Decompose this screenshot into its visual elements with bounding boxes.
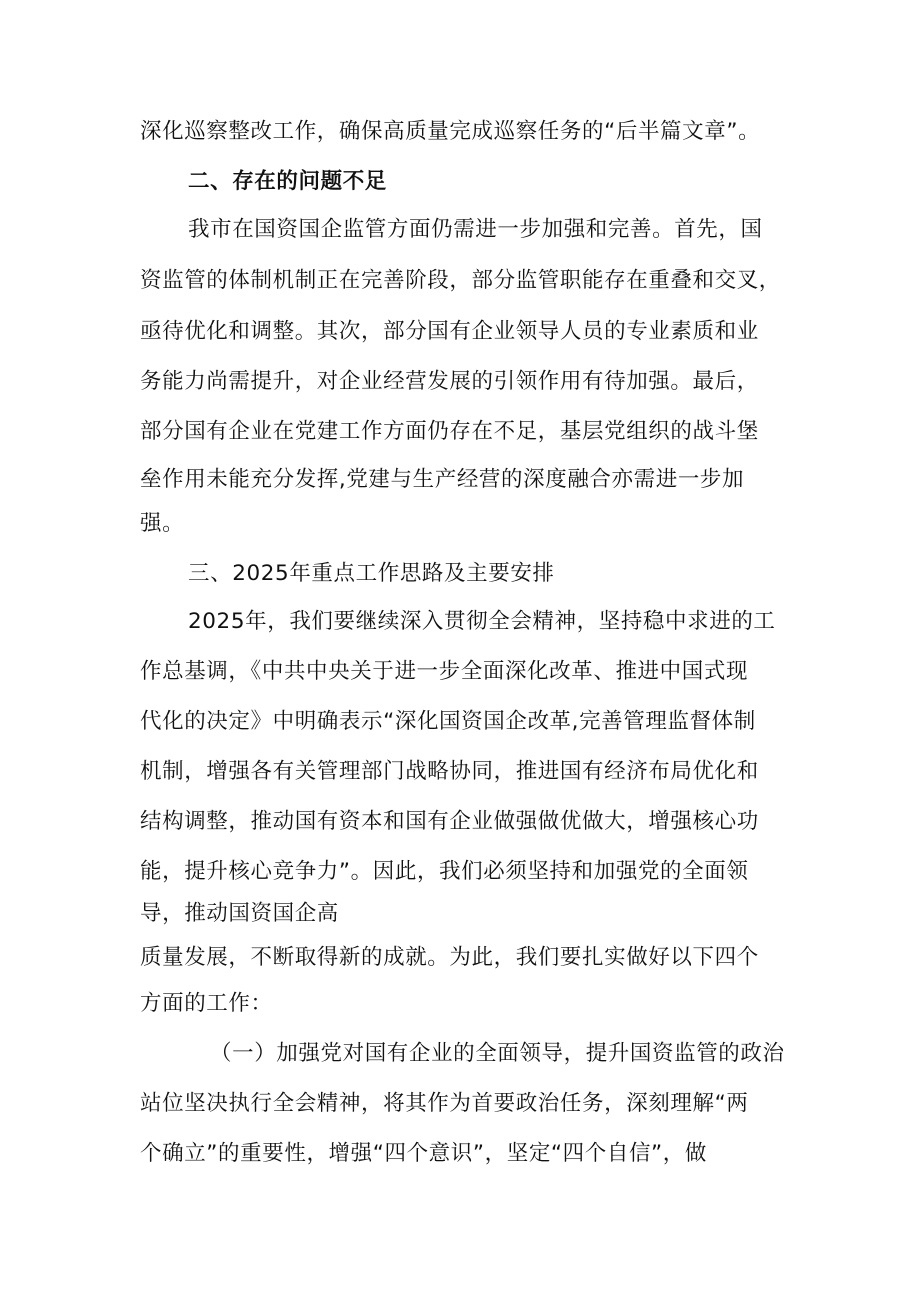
text-line: 机制，增强各有关管理部门战略协同，推进国有经济布局优化和 — [140, 759, 759, 784]
text-line: 2025年，我们要继续深入贯彻全会精神，坚持稳中求进的工 — [188, 609, 776, 634]
text-line: 导，推动国资国企高 — [140, 901, 339, 926]
section-heading: 三、2025年重点工作思路及主要安排 — [188, 561, 555, 586]
text-line: 站位坚决执行全会精神，将其作为首要政治任务，深刻理解“两 — [140, 1091, 749, 1116]
text-line: 深化巡察整改工作，确保高质量完成巡察任务的“后半篇文章”。 — [140, 119, 761, 144]
text-line: 我市在国资国企监管方面仍需进一步加强和完善。首先，国 — [188, 217, 763, 242]
text-line: 作总基调，《中共中央关于进一步全面深化改革、推进中国式现 — [140, 659, 749, 684]
text-line: 能，提升核心竞争力”。因此，我们必须坚持和加强党的全面领 — [140, 859, 749, 884]
text-line: 亟待优化和调整。其次，部分国有企业领导人员的专业素质和业 — [140, 319, 759, 344]
section-heading: 二、存在的问题不足 — [188, 169, 387, 194]
text-line: 资监管的体制机制正在完善阶段，部分监管职能存在重叠和交叉， — [140, 268, 781, 293]
text-line: 务能力尚需提升，对企业经营发展的引领作用有待加强。最后， — [140, 369, 759, 394]
text-line: 垒作用未能充分发挥,党建与生产经营的深度融合亦需进一步加 — [140, 467, 745, 492]
text-line: 结构调整，推动国有资本和国有企业做强做优做大，增强核心功 — [140, 809, 759, 834]
text-line: 质量发展，不断取得新的成就。为此，我们要扎实做好以下四个 — [140, 945, 759, 970]
text-line: 个确立”的重要性，增强“四个意识”，坚定“四个自信”，做 — [140, 1141, 707, 1166]
text-line: 强。 — [140, 511, 185, 536]
text-line: 方面的工作： — [140, 991, 273, 1016]
subsection-heading: （一）加强党对国有企业的全面领导，提升国资监管的政治 — [210, 1041, 785, 1066]
text-line: 部分国有企业在党建工作方面仍存在不足，基层党组织的战斗堡 — [140, 419, 759, 444]
text-line: 代化的决定》中明确表示“深化国资国企改革,完善管理监督体制 — [140, 709, 756, 734]
